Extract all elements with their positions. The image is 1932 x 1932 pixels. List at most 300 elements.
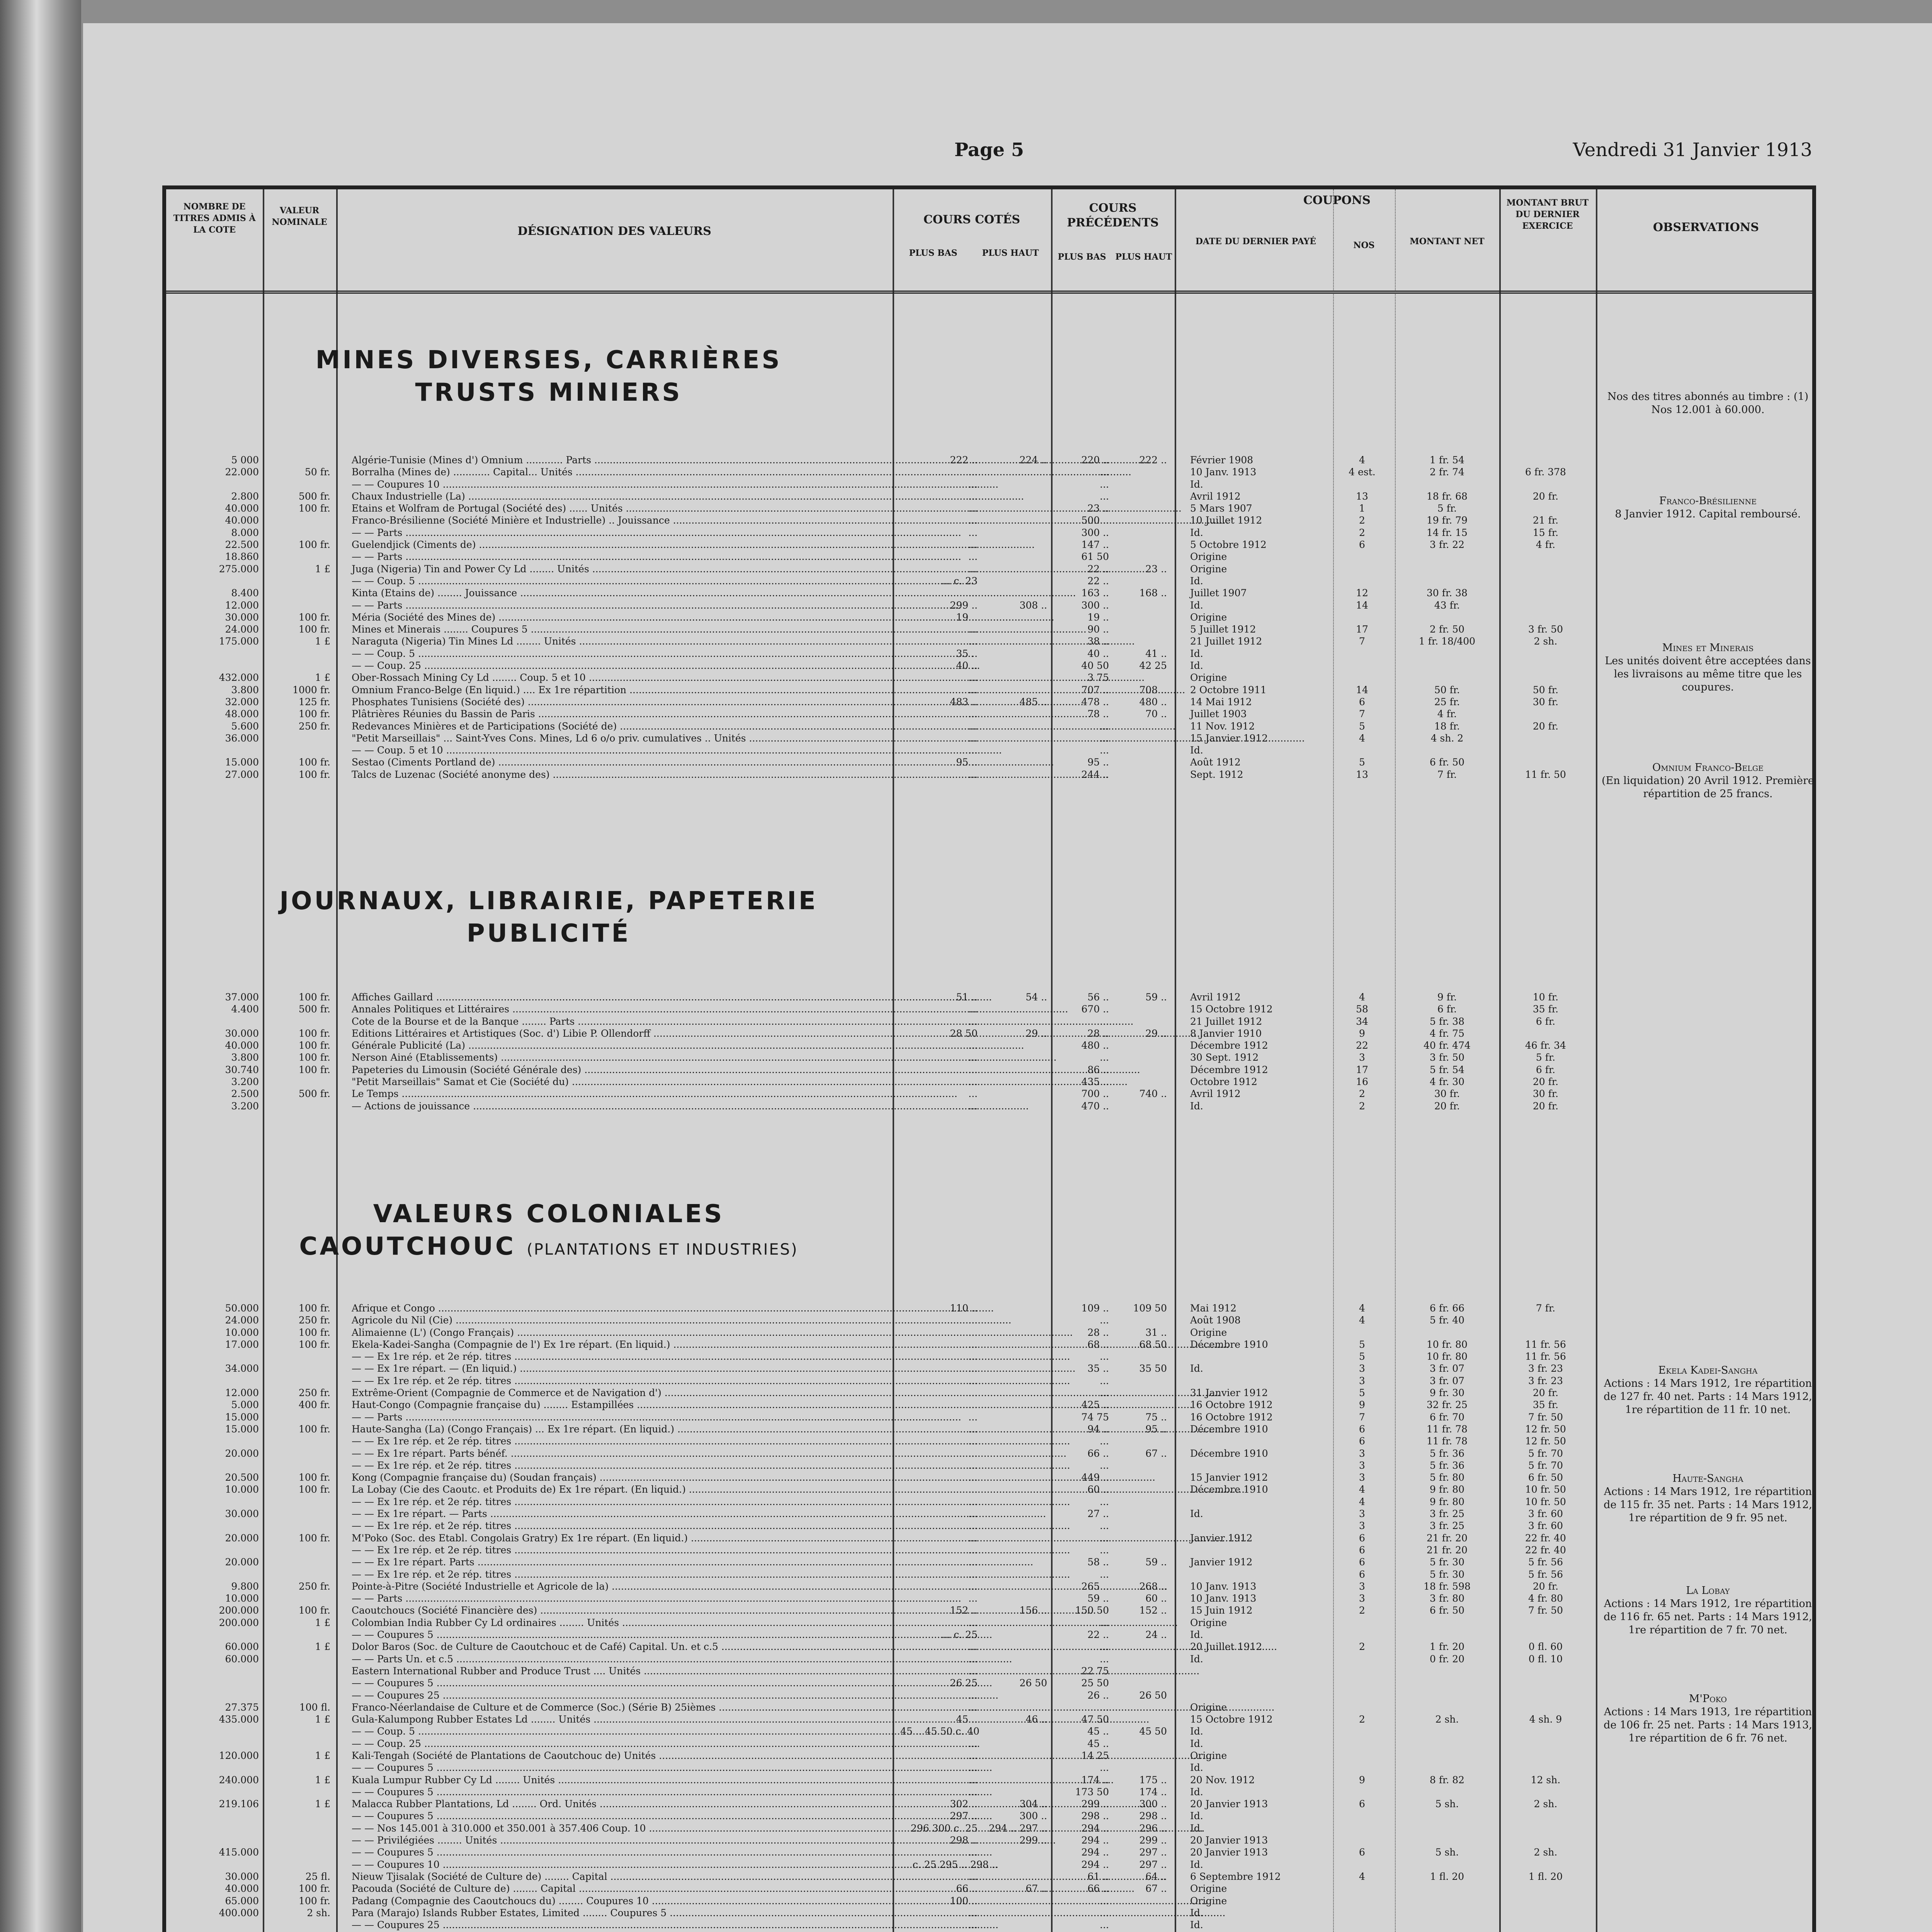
cell-numero: 14 [1356, 684, 1368, 696]
cell-date-coupon: 5 Octobre 1912 [1190, 539, 1267, 551]
cell-plus-bas: 298 .. [950, 1835, 978, 1846]
cell-plus-bas: ... [968, 1423, 978, 1435]
table-row [166, 1064, 1812, 1076]
cell-nombre: 30.000 [225, 611, 259, 623]
cell-designation: Omnium Franco-Belge (En liquid.) .... Ex 1re répartition ..... [352, 684, 931, 696]
table-row [166, 1100, 1812, 1112]
cell-prec-bas: ... [1100, 732, 1109, 744]
cell-prec-bas: ... [1100, 490, 1109, 502]
cell-numero: 7 [1359, 708, 1365, 720]
observation-text: Les unités doivent être acceptées dans les livraisons au même titre que les coupures. [1605, 655, 1811, 693]
cell-montant-brut: 3 fr. 23 [1528, 1363, 1563, 1374]
cell-valeur: 25 fl. [305, 1871, 330, 1882]
cell-prec-bas: 298 .. [1081, 1810, 1109, 1822]
cell-designation: — — Ex 1re rép. et 2e rép. titres ..... [352, 1496, 931, 1508]
table-row [166, 1750, 1812, 1762]
cell-nombre: 10.000 [225, 1327, 259, 1338]
cell-date-coupon: 14 Mai 1912 [1190, 696, 1252, 707]
cell-designation: Redevances Minières et de Participations (Société de) ..... [352, 720, 931, 732]
cell-plus-bas: 19 .. [956, 611, 978, 623]
table-row [166, 1629, 1812, 1641]
cell-plus-haut: 26 50 [1019, 1677, 1047, 1689]
cell-plus-bas: 483 .. [950, 696, 978, 707]
cell-designation: Kong (Compagnie française du) (Soudan français) ..... [352, 1471, 931, 1483]
cell-designation: — — Coup. 25 ..... [352, 660, 931, 672]
cell-nombre: 415.000 [219, 1847, 259, 1858]
table-row [166, 1435, 1812, 1447]
cell-montant-brut: 7 fr. 50 [1528, 1411, 1563, 1423]
cell-date-coupon: 10 Juillet 1912 [1190, 515, 1262, 526]
cell-designation: Nerson Ainé (Etablissements) ..... [352, 1051, 931, 1063]
cell-date-coupon: Décembre 1912 [1190, 1064, 1268, 1075]
cell-prec-bas: 109 .. [1081, 1303, 1109, 1314]
cell-prec-bas: ... [1100, 1895, 1109, 1906]
cell-date-coupon: Origine [1190, 551, 1227, 563]
cell-nombre: 20.000 [225, 1532, 259, 1544]
cell-plus-haut: 300 .. [1019, 1810, 1047, 1822]
cell-numero: 2 [1359, 1605, 1365, 1616]
table-row [166, 1483, 1812, 1495]
header-plus-haut: PLUS HAUT [982, 248, 1039, 258]
cell-designation: Gula-Kalumpong Rubber Estates Ld ........ Unités ..... [352, 1713, 931, 1725]
cell-montant-brut: 3 fr. 60 [1528, 1520, 1563, 1532]
cell-montant-net: 5 fr. [1437, 503, 1457, 514]
header-date-coupon: DATE DU DERNIER PAYÉ [1195, 236, 1316, 247]
cell-nombre: 432.000 [219, 672, 259, 684]
table-row [166, 1496, 1812, 1508]
cell-plus-bas: ... [968, 1015, 978, 1027]
cell-prec-haut: 740 .. [1139, 1088, 1167, 1100]
cell-nombre: 40.000 [225, 503, 259, 514]
cell-plus-bas: ... [968, 1327, 978, 1338]
cell-montant-brut: 20 fr. [1532, 720, 1559, 732]
table-row [166, 1375, 1812, 1387]
cell-montant-brut: 30 fr. [1532, 696, 1559, 707]
cell-prec-haut: 26 50 [1139, 1689, 1167, 1701]
cell-prec-haut: 68 50 [1139, 1338, 1167, 1350]
cell-prec-bas: ... [1100, 1907, 1109, 1918]
cell-prec-bas: ... [1100, 1375, 1109, 1386]
cell-nombre: 2.800 [231, 490, 259, 502]
cell-plus-bas: 45 .. [956, 1714, 978, 1725]
header-plus-bas: PLUS BAS [909, 248, 957, 258]
cell-prec-bas: ... [1100, 1532, 1109, 1544]
header-cours-precedents: COURS PRÉCÉDENTS [1067, 201, 1159, 230]
cell-date-coupon: Id. [1190, 660, 1203, 672]
cell-date-coupon: 11 Nov. 1912 [1190, 720, 1255, 732]
cell-prec-bas: 173 50 [1075, 1786, 1109, 1798]
cell-date-coupon: 5 Juillet 1912 [1190, 624, 1256, 635]
cell-date-coupon: 31 Janvier 1912 [1190, 1387, 1268, 1399]
cell-date-coupon: 30 Sept. 1912 [1190, 1052, 1259, 1063]
cell-date-coupon: Origine [1190, 1895, 1227, 1906]
cell-numero: 13 [1356, 490, 1368, 502]
cell-montant-net: 3 fr. 25 [1429, 1520, 1464, 1532]
cell-plus-bas: ... [968, 1472, 978, 1483]
cell-nombre: 37.000 [225, 992, 259, 1003]
observation-franco [1600, 495, 1816, 521]
cell-nombre: 10.000 [225, 1593, 259, 1604]
cell-designation: — — Coupures 5 ..... [352, 1677, 931, 1689]
cell-nombre: 400.000 [219, 1907, 259, 1918]
cell-prec-bas: ... [1100, 1568, 1109, 1580]
cell-numero: 7 [1359, 636, 1365, 647]
cell-designation: Haut-Congo (Compagnie française du) ........ Estampillées ..... [352, 1399, 931, 1411]
cell-valeur: 1 £ [315, 1750, 330, 1761]
cell-plus-bas: 35 .. [956, 648, 978, 659]
cell-date-coupon: Origine [1190, 611, 1227, 623]
cell-montant-net: 2 sh. [1435, 1714, 1459, 1725]
cell-prec-bas: ... [1100, 1052, 1109, 1063]
cell-plus-bas: 296 300 c. 25 [910, 1822, 978, 1834]
cell-prec-haut: 75 .. [1145, 1411, 1167, 1423]
mines-rows [166, 454, 1812, 781]
cell-prec-bas: 61 .. [1087, 1871, 1109, 1882]
cell-prec-bas: 40 50 [1081, 660, 1109, 672]
cell-montant-net: 5 fr. 54 [1429, 1064, 1464, 1075]
cell-prec-bas: ... [1100, 1315, 1109, 1326]
cell-date-coupon: Id. [1190, 1653, 1203, 1665]
cell-designation: Ober-Rossach Mining Cy Ld ........ Coup. 5 et 10 ..... [352, 672, 931, 684]
cell-designation: — — Ex 1re rép. et 2e rép. titres ..... [352, 1459, 931, 1471]
cell-date-coupon: Id. [1190, 527, 1203, 538]
cell-date-coupon: Id. [1190, 1786, 1203, 1798]
table-row [166, 1568, 1812, 1580]
cell-montant-net: 4 fr. 75 [1429, 1027, 1464, 1039]
cell-nombre: 3.200 [231, 1076, 259, 1088]
cell-plus-bas: 297 .. [950, 1810, 978, 1822]
table-row [166, 1883, 1812, 1895]
table-header [166, 189, 1812, 294]
cell-montant-net: 5 fr. 30 [1429, 1556, 1464, 1568]
cell-prec-haut: 297 .. [1139, 1859, 1167, 1870]
cell-plus-bas: ... [968, 1496, 978, 1507]
cell-prec-bas: ... [1100, 745, 1109, 756]
table-row [166, 623, 1812, 635]
cell-prec-bas: 244 .. [1081, 769, 1109, 780]
cell-designation: — — Ex 1re rép. et 2e rép. titres ..... [352, 1435, 931, 1447]
section-subheading-main: CAOUTCHOUC [299, 1232, 516, 1261]
cell-montant-brut: 20 fr. [1532, 1387, 1559, 1399]
cell-designation: — — Parts ..... [352, 599, 931, 611]
cell-date-coupon: 21 Juillet 1912 [1190, 636, 1262, 647]
cell-designation: Etains et Wolfram de Portugal (Société des) ...... Unités ..... [352, 502, 931, 514]
cell-date-coupon: Origine [1190, 1617, 1227, 1628]
cell-date-coupon: 20 Janvier 1913 [1190, 1798, 1268, 1810]
cell-numero: 6 [1359, 1568, 1365, 1580]
cell-nombre: 40.000 [225, 1040, 259, 1051]
cell-numero: 3 [1359, 1593, 1365, 1604]
header-cours-cotes: COURS COTÉS [923, 213, 1020, 226]
cell-montant-net: 18 fr. [1434, 720, 1460, 732]
cell-plus-bas: ... [968, 732, 978, 744]
cell-prec-haut: 297 .. [1139, 1847, 1167, 1858]
cell-designation: — — Coup. 5 ..... [352, 575, 931, 587]
observation-title: Omnium Franco-Belge [1652, 762, 1764, 774]
cell-montant-net: 3 fr. 80 [1429, 1593, 1464, 1604]
cell-prec-bas: ... [1100, 1015, 1109, 1027]
header-observations: OBSERVATIONS [1653, 221, 1759, 234]
cell-plus-bas: 66 .. [956, 1883, 978, 1895]
cell-prec-bas: 470 .. [1081, 1100, 1109, 1112]
cell-designation: Sestao (Ciments Portland de) ..... [352, 756, 931, 768]
cell-montant-brut: 4 fr. 80 [1528, 1593, 1563, 1604]
cell-montant-net: 11 fr. 78 [1427, 1435, 1468, 1447]
cell-montant-net: 21 fr. 20 [1427, 1544, 1468, 1556]
cell-prec-bas: 3 75 [1087, 672, 1109, 684]
table-row [166, 756, 1812, 768]
cell-montant-brut: 35 fr. [1532, 1399, 1559, 1411]
cell-plus-bas: ... [968, 551, 978, 563]
table-row [166, 466, 1812, 478]
cell-designation: "Petit Marseillais" ... Saint-Yves Cons. Mines, Ld 6 o/o priv. cumulatives .. Unités ..... [352, 732, 931, 744]
cell-nombre: 20.500 [225, 1472, 259, 1483]
cell-numero: 4 est. [1349, 466, 1376, 478]
cell-montant-brut: 3 fr. 60 [1528, 1508, 1563, 1520]
cell-plus-bas: 51 .. [956, 992, 978, 1003]
cell-prec-bas: 300 .. [1081, 599, 1109, 611]
cell-nombre: 2.500 [231, 1088, 259, 1100]
cell-montant-net: 11 fr. 78 [1427, 1423, 1468, 1435]
cell-date-coupon: Février 1908 [1190, 454, 1253, 466]
cell-numero: 6 [1359, 1847, 1365, 1858]
cell-numero: 2 [1359, 1714, 1365, 1725]
cell-montant-brut: 5 fr. 70 [1528, 1459, 1563, 1471]
cell-montant-net: 3 fr. 50 [1429, 1052, 1464, 1063]
table-row [166, 1774, 1812, 1786]
cell-prec-bas: ... [1100, 466, 1109, 478]
cell-montant-net: 7 fr. [1437, 769, 1457, 780]
cell-montant-brut: 12 fr. 50 [1525, 1423, 1566, 1435]
cell-prec-haut: 64 .. [1145, 1871, 1167, 1882]
cell-designation: Chaux Industrielle (La) ..... [352, 490, 931, 502]
coloniales-rows [166, 1302, 1812, 1932]
cell-prec-bas: 22 .. [1087, 1629, 1109, 1641]
cell-plus-bas: ... [968, 684, 978, 696]
cell-numero: 4 [1359, 1303, 1365, 1314]
cell-montant-net: 5 fr. 30 [1429, 1568, 1464, 1580]
table-row [166, 599, 1812, 611]
cell-nombre: 48.000 [225, 708, 259, 720]
cell-numero: 12 [1356, 587, 1368, 599]
cell-montant-net: 4 fr. [1437, 708, 1457, 720]
observation-text: Nos des titres abonnés au timbre : (1) Nos 12.001 à 60.000. [1607, 391, 1809, 416]
cell-prec-haut: 152 .. [1139, 1605, 1167, 1616]
cell-valeur: 2 sh. [307, 1907, 330, 1918]
table-row [166, 1617, 1812, 1629]
cell-designation: — — Ex 1re répart. Parts bénéf. ..... [352, 1447, 931, 1459]
table-row [166, 1919, 1812, 1931]
table-row [166, 1859, 1812, 1871]
cell-designation: — — Coup. 5 et 10 ..... [352, 744, 931, 756]
cell-designation: Phosphates Tunisiens (Société des) ..... [352, 696, 931, 708]
cell-numero: 58 [1356, 1003, 1368, 1015]
table-row [166, 502, 1812, 514]
cell-numero: 16 [1356, 1076, 1368, 1088]
cell-prec-bas: 26 .. [1087, 1689, 1109, 1701]
table-row [166, 587, 1812, 599]
cell-montant-net: 6 fr. [1437, 1003, 1457, 1015]
cell-numero: 2 [1359, 1641, 1365, 1653]
table-row [166, 1411, 1812, 1423]
table-row [166, 1665, 1812, 1677]
cell-date-coupon: 15 Janvier 1912 [1190, 1472, 1268, 1483]
binding-gutter [0, 0, 81, 1932]
cell-plus-bas: 95 .. [956, 757, 978, 768]
cell-valeur: 100 fr. [298, 1052, 330, 1063]
table-row [166, 1592, 1812, 1604]
cell-montant-brut: 4 sh. 9 [1529, 1714, 1562, 1725]
cell-designation: Algérie-Tunisie (Mines d') Omnium ............ Parts ..... [352, 454, 931, 466]
table-row [166, 1556, 1812, 1568]
table-row [166, 1786, 1812, 1798]
cell-montant-net: 9 fr. 80 [1429, 1496, 1464, 1507]
cell-designation: Méria (Société des Mines de) ..... [352, 611, 931, 623]
observation-haute-sangha [1600, 1472, 1816, 1525]
table-row [166, 563, 1812, 575]
cell-prec-haut: 708 .. [1139, 684, 1167, 696]
cell-montant-net: 5 sh. [1435, 1847, 1459, 1858]
cell-valeur: 100 fr. [298, 611, 330, 623]
cell-montant-net: 20 fr. [1434, 1100, 1460, 1112]
cell-date-coupon: Octobre 1912 [1190, 1076, 1257, 1088]
cell-plus-bas: 152 .. [950, 1605, 978, 1616]
cell-montant-net: 8 fr. 82 [1429, 1774, 1464, 1786]
table-row [166, 1810, 1812, 1822]
cell-plus-bas: ... [968, 1568, 978, 1580]
cell-plus-bas: ... [968, 1375, 978, 1386]
cell-plus-bas: ... [968, 1459, 978, 1471]
cell-date-coupon: 20 Juillet 1912 [1190, 1641, 1262, 1653]
cell-montant-brut: 50 fr. [1532, 684, 1559, 696]
section-subheading-note: (PLANTATIONS ET INDUSTRIES) [527, 1241, 798, 1259]
cell-plus-bas: ... [968, 1907, 978, 1918]
cell-prec-bas: ... [1100, 1496, 1109, 1507]
cell-date-coupon: 2 Octobre 1911 [1190, 684, 1267, 696]
cell-date-coupon: Avril 1912 [1190, 490, 1241, 502]
cell-plus-bas: ... [968, 563, 978, 575]
header-numero: NOS [1353, 240, 1375, 250]
cell-prec-bas: 19 .. [1087, 611, 1109, 623]
observation-mpoko [1600, 1692, 1816, 1745]
cell-plus-bas: 302 .. [950, 1798, 978, 1810]
cell-date-coupon: Janvier 1912 [1190, 1532, 1253, 1544]
cell-montant-net: 9 fr. [1437, 992, 1457, 1003]
cell-nombre: 3.200 [231, 1100, 259, 1112]
table-row [166, 1725, 1812, 1737]
cell-designation: Nieuw Tjisalak (Société de Culture de) ........ Capital ..... [352, 1871, 931, 1883]
cell-designation: — — Ex 1re répart. — (En liquid.) ..... [352, 1362, 931, 1374]
cell-nombre: 27.000 [225, 769, 259, 780]
cell-prec-bas: 300 .. [1081, 527, 1109, 538]
cell-numero: 6 [1359, 1556, 1365, 1568]
table-row [166, 1604, 1812, 1616]
cell-numero: 6 [1359, 1532, 1365, 1544]
cell-valeur: 1 £ [315, 1774, 330, 1786]
cell-nombre: 15.000 [225, 1423, 259, 1435]
section-title-coloniales [166, 1198, 931, 1266]
cell-montant-brut: 5 fr. 70 [1528, 1447, 1563, 1459]
cell-nombre: 8.400 [231, 587, 259, 599]
observation-title: M'Poko [1689, 1693, 1727, 1705]
cell-designation: — — Coupures 25 ..... [352, 1919, 931, 1931]
cell-nombre: 12.000 [225, 1387, 259, 1399]
cell-designation: Malacca Rubber Plantations, Ld ........ Ord. Unités ..... [352, 1798, 931, 1810]
cell-prec-bas: 480 .. [1081, 1040, 1109, 1051]
cell-montant-net: 18 fr. 68 [1427, 490, 1468, 502]
cell-plus-bas: ... [968, 1919, 978, 1931]
cell-prec-bas: 425 .. [1081, 1399, 1109, 1411]
cell-valeur: 100 fr. [298, 1883, 330, 1895]
cell-numero: 5 [1359, 757, 1365, 768]
cell-montant-brut: 6 fr. 378 [1525, 466, 1566, 478]
cell-prec-haut: 59 .. [1145, 992, 1167, 1003]
cell-designation: M'Poko (Soc. des Etabl. Congolais Gratry) Ex 1re répart. (En liquid.) ..... [352, 1532, 931, 1544]
cell-prec-bas: 74 75 [1081, 1411, 1109, 1423]
cell-designation: — — Ex 1re répart. — Parts ..... [352, 1508, 931, 1520]
cell-valeur: 1 £ [315, 636, 330, 647]
cell-designation: — — Parts Un. et c.5 ..... [352, 1653, 931, 1665]
cell-designation: — — Coupures 5 ..... [352, 1629, 931, 1641]
header-prec-bas: PLUS BAS [1058, 252, 1106, 262]
cell-designation: Franco-Néerlandaise de Culture et de Commerce (Soc.) (Série B) 25ièmes ..... [352, 1701, 931, 1713]
cell-date-coupon: Origine [1190, 672, 1227, 684]
observation-text: Actions : 14 Mars 1912, 1re répartition de 127 fr. 40 net. Parts : 14 Mars 1912, 1re répartition de 11 fr. 10 net. [1604, 1378, 1812, 1416]
cell-prec-bas: 500 .. [1081, 515, 1109, 526]
cell-prec-bas: 35 .. [1087, 1363, 1109, 1374]
table-row [166, 1798, 1812, 1810]
cell-numero: 3 [1359, 1363, 1365, 1374]
header-prec-haut: PLUS HAUT [1115, 252, 1172, 262]
cell-date-coupon: Id. [1190, 1859, 1203, 1870]
cell-prec-haut: 31 .. [1145, 1327, 1167, 1338]
cell-date-coupon: 20 Janvier 1913 [1190, 1835, 1268, 1846]
header-coupons: COUPONS [1303, 194, 1371, 207]
cell-date-coupon: 20 Janvier 1913 [1190, 1847, 1268, 1858]
cell-prec-bas: 22 .. [1087, 575, 1109, 587]
cell-prec-bas: 478 .. [1081, 696, 1109, 707]
cell-montant-net: 1 fr. 20 [1429, 1641, 1464, 1653]
cell-montant-net: 5 fr. 36 [1429, 1447, 1464, 1459]
cell-nombre: 27.375 [225, 1701, 259, 1713]
cell-montant-net: 9 fr. 80 [1429, 1484, 1464, 1495]
cell-date-coupon: 20 Nov. 1912 [1190, 1774, 1255, 1786]
cell-montant-net: 4 fr. 30 [1429, 1076, 1464, 1088]
cell-date-coupon: 15 Janvier 1912 [1190, 732, 1268, 744]
cell-numero: 22 [1356, 1040, 1368, 1051]
table-row [166, 1039, 1812, 1051]
cell-montant-brut: 10 fr. [1532, 992, 1559, 1003]
cell-prec-bas: 150 50 [1075, 1605, 1109, 1616]
table-row [166, 490, 1812, 502]
observation-title: Mines et Minerais [1662, 642, 1754, 654]
cell-montant-net: 10 fr. 80 [1427, 1338, 1468, 1350]
cell-designation: Afrique et Congo ..... [352, 1302, 931, 1314]
cell-prec-haut: 95 .. [1145, 1423, 1167, 1435]
cell-nombre: 15.000 [225, 1411, 259, 1423]
table-row [166, 1338, 1812, 1350]
table-row [166, 1471, 1812, 1483]
cell-montant-net: 1 fl. 20 [1430, 1871, 1464, 1882]
cell-numero: 3 [1359, 1472, 1365, 1483]
cell-nombre: 3.800 [231, 684, 259, 696]
cell-nombre: 60.000 [225, 1641, 259, 1653]
cell-valeur: 100 fr. [298, 1895, 330, 1906]
cell-date-coupon: Origine [1190, 1327, 1227, 1338]
cell-plus-bas: ... [968, 1653, 978, 1665]
cell-plus-bas: ... [968, 1520, 978, 1532]
cell-designation: Talcs de Luzenac (Société anonyme des) ..... [352, 769, 931, 781]
